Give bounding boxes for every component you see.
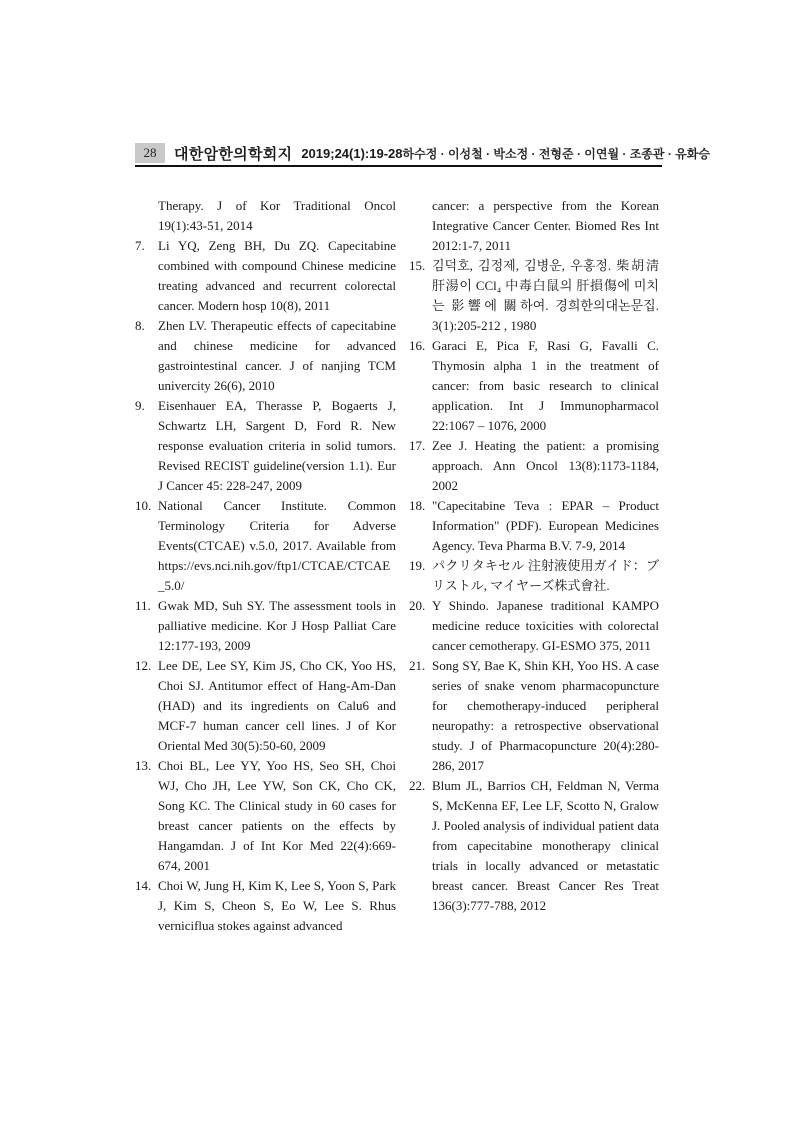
reference-text: "Capecitabine Teva : EPAR – Product Information" (PDF). European Medicines Agency. Teva Pharma B.V. 7-9, 2014 bbox=[432, 498, 659, 553]
reference-number: 12. bbox=[135, 658, 152, 673]
reference-item bbox=[409, 196, 659, 256]
reference-text: Li YQ, Zeng BH, Du ZQ. Capecitabine combined with compound Chinese medicine treating advanced and recurrent colorectal cancer. Modern hosp 10(8), 2011 bbox=[158, 238, 396, 313]
reference-text: Blum JL, Barrios CH, Feldman N, Verma S, McKenna EF, Lee LF, Scotto N, Gralow J. Pooled analysis of individual patient data from capecitabine monotherapy clinical trials in locally advanced or metastatic breast cancer. Breast Cancer Res Treat 136(3):777-788, 2012 bbox=[432, 778, 659, 913]
reference-text: Zhen LV. Therapeutic effects of capecitabine and chinese medicine for advanced gastrointestinal cancer. J of nanjing TCM univercity 26(6), 2010 bbox=[158, 318, 396, 393]
reference-item bbox=[135, 756, 396, 876]
reference-number: 15. bbox=[409, 258, 426, 273]
reference-item bbox=[135, 396, 396, 496]
reference-item bbox=[409, 336, 659, 436]
reference-text: Therapy. J of Kor Traditional Oncol 19(1):43-51, 2014 bbox=[158, 198, 396, 233]
reference-item bbox=[409, 436, 659, 496]
reference-item bbox=[135, 496, 396, 596]
author-names: 하수정 · 이성철 · 박소정 · 전형준 · 이연월 · 조종관 · 유화승 bbox=[402, 146, 710, 161]
reference-text: Garaci E, Pica F, Rasi G, Favalli C. Thymosin alpha 1 in the treatment of cancer: from basic research to clinical application. Int J Immunopharmacol 22:1067 – 1076, 2000 bbox=[432, 338, 659, 433]
reference-text: Eisenhauer EA, Therasse P, Bogaerts J, Schwartz LH, Sargent D, Ford R. New response evaluation criteria in solid tumors. Revised RECIST guideline(version 1.1). Eur J Cancer 45: 228-247, 2009 bbox=[158, 398, 396, 493]
reference-item bbox=[409, 596, 659, 656]
reference-item bbox=[409, 556, 659, 596]
reference-item bbox=[135, 656, 396, 756]
page-header bbox=[135, 142, 710, 164]
reference-number: 8. bbox=[135, 318, 145, 333]
reference-item bbox=[409, 256, 659, 336]
reference-number: 13. bbox=[135, 758, 152, 773]
reference-text: Y Shindo. Japanese traditional KAMPO medicine reduce toxicities with colorectal cancer cemotherapy. GI-ESMO 375, 2011 bbox=[432, 598, 659, 653]
reference-number: 22. bbox=[409, 778, 426, 793]
reference-item bbox=[135, 316, 396, 396]
reference-number: 17. bbox=[409, 438, 426, 453]
reference-item bbox=[135, 596, 396, 656]
reference-text: cancer: a perspective from the Korean Integrative Cancer Center. Biomed Res Int 2012:1-7, 2011 bbox=[432, 198, 659, 253]
journal-issue-info: 2019;24(1):19-28 bbox=[301, 145, 403, 161]
reference-text: Song SY, Bae K, Shin KH, Yoo HS. A case series of snake venom pharmacopuncture for chemotherapy-induced peripheral neuropathy: a retrospective observational study. J of Pharmacopuncture 20(4):280-286, 2017 bbox=[432, 658, 659, 773]
reference-text: 김덕호, 김정제, 김병운, 우홍정. 柴胡淸肝湯이 CCl₄ 中毒白鼠의 肝損傷에 미치는 影響에 關하여. 경희한의대논문집. 3(1):205-212 , 1980 bbox=[432, 258, 659, 333]
journal-title: 대한암한의학회지 bbox=[174, 145, 293, 163]
page-number-badge: 28 bbox=[135, 143, 165, 163]
reference-number: 16. bbox=[409, 338, 426, 353]
references-right-column bbox=[409, 196, 659, 916]
reference-number: 9. bbox=[135, 398, 145, 413]
reference-number: 20. bbox=[409, 598, 426, 613]
reference-text: パクリタキセル 注射液使用ガイド：ブリストル, マイヤーズ株式會社. bbox=[432, 558, 659, 593]
reference-text: Gwak MD, Suh SY. The assessment tools in palliative medicine. Kor J Hosp Palliat Care 12:177-193, 2009 bbox=[158, 598, 396, 653]
reference-number: 11. bbox=[135, 598, 151, 613]
reference-item bbox=[409, 776, 659, 916]
reference-item bbox=[135, 236, 396, 316]
references-left-column bbox=[135, 196, 396, 936]
reference-item bbox=[409, 656, 659, 776]
reference-text: Choi W, Jung H, Kim K, Lee S, Yoon S, Park J, Kim S, Cheon S, Eo W, Lee S. Rhus verniciflua stokes against advanced bbox=[158, 878, 396, 933]
reference-text: National Cancer Institute. Common Terminology Criteria for Adverse Events(CTCAE) v.5.0, 2017. Available from https://evs.nci.nih.gov/ftp1/CTCAE/CTCAE_5.0/ bbox=[158, 498, 396, 593]
reference-number: 10. bbox=[135, 498, 152, 513]
reference-item bbox=[135, 876, 396, 936]
reference-text: Choi BL, Lee YY, Yoo HS, Seo SH, Choi WJ, Cho JH, Lee YW, Son CK, Cho CK, Song KC. The Clinical study in 60 cases for breast cancer patients on the effects by Hangamdan. J of Int Kor Med 22(4):669-674, 2001 bbox=[158, 758, 396, 873]
reference-text: Lee DE, Lee SY, Kim JS, Cho CK, Yoo HS, Choi SJ. Antitumor effect of Hang-Am-Dan (HAD) and its ingredients on Calu6 and MCF-7 human cancer cell lines. J of Kor Oriental Med 30(5):50-60, 2009 bbox=[158, 658, 396, 753]
reference-number: 21. bbox=[409, 658, 426, 673]
reference-text: Zee J. Heating the patient: a promising approach. Ann Oncol 13(8):1173-1184, 2002 bbox=[432, 438, 659, 493]
reference-number: 18. bbox=[409, 498, 426, 513]
header-left-group bbox=[135, 143, 403, 164]
reference-item bbox=[409, 496, 659, 556]
reference-number: 7. bbox=[135, 238, 145, 253]
header-divider-rule bbox=[135, 165, 662, 167]
reference-number: 19. bbox=[409, 558, 426, 573]
reference-number: 14. bbox=[135, 878, 152, 893]
reference-item bbox=[135, 196, 396, 236]
